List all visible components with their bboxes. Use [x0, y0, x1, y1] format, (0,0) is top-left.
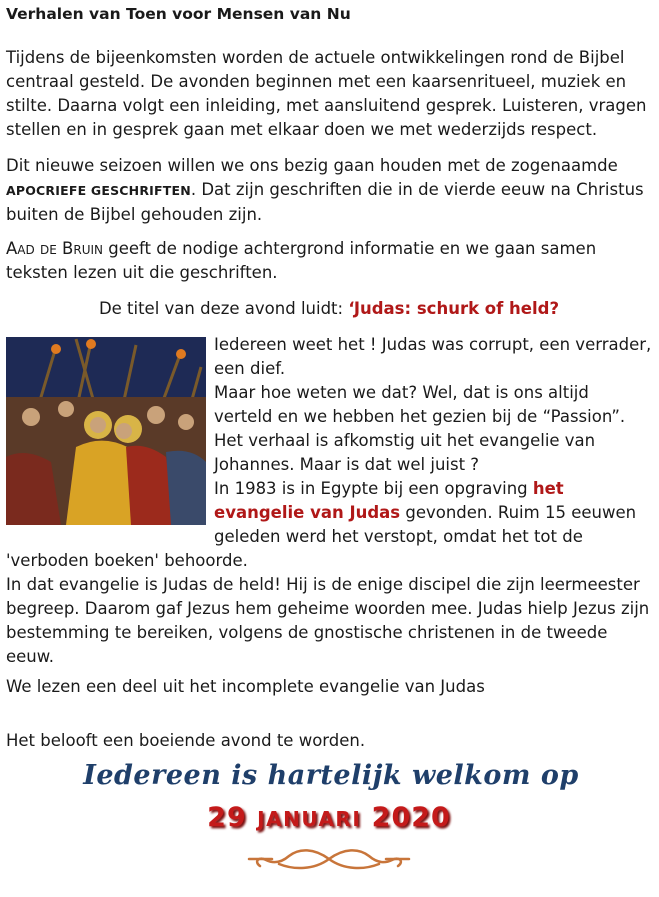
story-line-b: Maar hoe weten we dat? Wel, dat is ons altijd verteld en we hebben het gezien bij de “Passion”.: [214, 383, 626, 426]
judas-kiss-painting-icon: [6, 337, 206, 525]
reading-line: We lezen een deel uit het incomplete evangelie van Judas: [6, 677, 485, 696]
speaker-name: Aad de Bruin: [6, 239, 104, 258]
story-section: [6, 333, 652, 669]
story-line-e: In dat evangelie is Judas de held! Hij is de enige discipel die zijn leermeester begreep. Daarom gaf Jezus hem geheime woorden mee. Judas hielp Jezus zijn bestemming te bereiken, volgens de gnostische christenen in de tweede eeuw.: [6, 575, 650, 666]
story-line-c: Het verhaal is afkomstig uit het evangelie van Johannes. Maar is dat wel juist ?: [214, 431, 596, 474]
page-title: Verhalen van Toen voor Mensen van Nu: [6, 5, 351, 23]
date-day: 29: [207, 802, 247, 833]
date-year: 2020: [371, 802, 451, 833]
story-line-a: Iedereen weet het ! Judas was corrupt, een verrader, een dief.: [214, 335, 652, 378]
paragraph-2-start: Dit nieuwe seizoen willen we ons bezig gaan houden met de zogenaamde: [6, 156, 618, 175]
apocrypha-highlight: APOCRIEFE GESCHRIFTEN: [6, 183, 191, 198]
decorative-swirl-divider-icon: [244, 844, 414, 874]
welcome-banner: Iedereen is hartelijk welkom op: [83, 760, 579, 791]
story-line-d-end: gevonden. Ruim 15 eeuwen geleden werd het verstopt, omdat het tot de 'verboden boeken' behoorde.: [6, 503, 637, 570]
page: [6, 0, 652, 874]
intro-paragraph-3: [6, 237, 652, 285]
event-date: [6, 801, 652, 836]
promise-line: Het belooft een boeiende avond te worden.: [6, 731, 366, 750]
date-month: JANUARI: [257, 807, 362, 831]
story-line-d-start: In 1983 is in Egypte bij een opgraving: [214, 479, 533, 498]
paragraph-2-end: . Dat zijn geschriften die in de vierde eeuw na Christus buiten de Bijbel gehouden zijn.: [6, 180, 644, 224]
intro-paragraph-1: Tijdens de bijeenkomsten worden de actuele ontwikkelingen rond de Bijbel centraal gesteld. De avonden beginnen met een kaarsenritueel, muziek en stilte. Daarna volgt een inleiding, met aansluitend gesprek. Luisteren, vragen stellen en in gesprek gaan met elkaar doen we met wederzijds respect.: [6, 48, 647, 139]
evening-title-label: De titel van deze avond luidt:: [98, 299, 349, 318]
evening-title-line: [6, 297, 652, 321]
gospel-of-judas-highlight: het evangelie van Judas: [214, 479, 564, 522]
intro-paragraph-2: [6, 154, 652, 227]
paragraph-3-rest: geeft de nodige achtergrond informatie en we gaan samen teksten lezen uit die geschriften.: [6, 239, 597, 282]
evening-title: ‘Judas: schurk of held?: [348, 299, 560, 318]
